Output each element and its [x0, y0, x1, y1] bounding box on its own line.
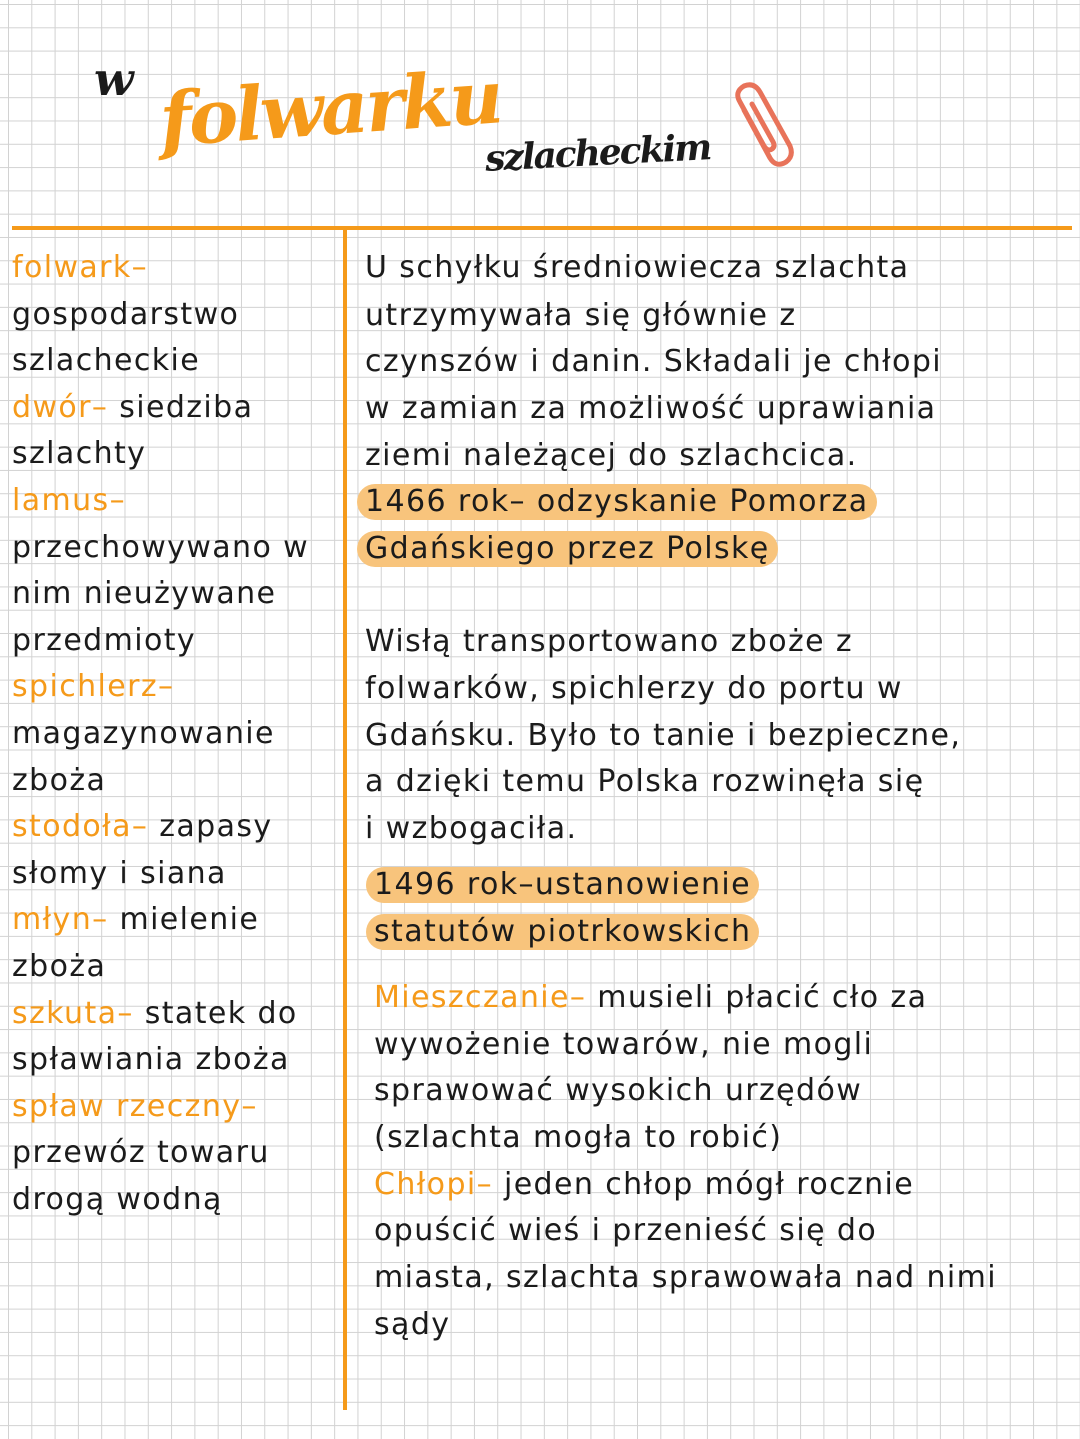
note-text: magazynowanie [12, 716, 275, 751]
header-divider [12, 226, 1072, 230]
note-line [374, 975, 927, 1021]
note-line [365, 293, 796, 339]
note-text: zapasy [159, 809, 273, 845]
note-text: ziemi należącej do szlachcica. [365, 438, 858, 473]
glossary-line [12, 1037, 290, 1083]
note-text: folwarków, spichlerzy do portu w [365, 671, 903, 706]
note-text: przechowywano w [12, 529, 310, 565]
note-text: drogą wodną [12, 1182, 223, 1217]
highlighted-date: Gdańskiego przez Polskę [357, 531, 778, 567]
glossary-line [12, 478, 126, 524]
note-text: sprawować wysokich urzędów [374, 1073, 863, 1108]
note-text: miasta, szlachta sprawowała nad nimi [374, 1260, 998, 1295]
note-line [365, 713, 961, 759]
glossary-line [12, 385, 253, 431]
note-text: utrzymywała się głównie z [365, 298, 797, 333]
note-text: a dzięki temu Polska rozwinęła się [365, 764, 925, 799]
note-text: szlachty [12, 436, 147, 472]
note-line [374, 1068, 862, 1114]
note-text: Gdańsku. Było to tanie i bezpieczne, [365, 718, 962, 753]
highlighted-date: 1466 rok– odzyskanie Pomorza [357, 484, 877, 520]
note-text: przewóz towaru [12, 1135, 270, 1171]
note-text: w zamian za możliwość uprawiania [365, 391, 937, 426]
note-line [374, 1255, 997, 1301]
term-label: spław rzeczny– [12, 1088, 258, 1124]
highlighted-date: 1496 rok–ustanowienie [366, 867, 759, 903]
note-text: spławiania zboża [12, 1042, 290, 1078]
note-line [374, 862, 759, 908]
glossary-line [12, 711, 275, 757]
note-text: zboża [12, 762, 107, 798]
glossary-line [12, 1130, 270, 1176]
term-label: szkuta– [12, 995, 145, 1031]
note-line [374, 1022, 873, 1068]
column-divider [343, 230, 347, 1410]
note-line [365, 433, 858, 479]
note-text: musieli płacić cło za [597, 980, 928, 1015]
note-text: Wisłą transportowano zboże z [365, 624, 854, 659]
glossary-line [12, 1084, 258, 1130]
note-text: siedziba [119, 389, 254, 425]
glossary-line [12, 525, 309, 571]
glossary-line [12, 431, 146, 477]
glossary-line [12, 944, 106, 990]
note-text: U schyłku średniowiecza szlachta [365, 250, 910, 285]
glossary-line [12, 292, 239, 338]
note-text: opuścić wieś i przenieść się do [374, 1213, 878, 1248]
glossary-line [12, 804, 273, 850]
glossary-line [12, 618, 196, 664]
page-title: folwarku [157, 54, 504, 164]
note-line [365, 619, 853, 665]
note-line [365, 245, 909, 291]
note-line [365, 666, 903, 712]
glossary-line [12, 571, 276, 617]
note-text: statek do [144, 995, 298, 1031]
note-text: zboża [12, 949, 107, 984]
term-label: Chłopi– [374, 1167, 504, 1202]
note-text: i wzbogaciła. [365, 811, 578, 846]
glossary-line [12, 245, 148, 291]
glossary-line [12, 758, 106, 804]
note-text: szlacheckie [12, 343, 201, 379]
title-prefix: w [94, 52, 134, 106]
note-text: jeden chłop mógł rocznie [503, 1167, 915, 1202]
note-line [365, 526, 778, 572]
note-line [374, 1208, 877, 1254]
term-label: stodoła– [12, 809, 160, 845]
note-line [374, 909, 759, 955]
note-line [374, 1162, 914, 1208]
highlighted-date: statutów piotrkowskich [366, 914, 759, 950]
note-line [365, 806, 577, 852]
term-label: spichlerz– [12, 669, 175, 705]
note-text: wywożenie towarów, nie mogli [374, 1027, 874, 1062]
glossary-line [12, 897, 259, 943]
glossary-line [12, 1177, 223, 1223]
term-label: folwark– [12, 250, 149, 285]
note-line [365, 339, 942, 385]
note-text: sądy [374, 1307, 451, 1342]
note-text: (szlachta mogła to robić) [374, 1120, 783, 1155]
note-line [365, 386, 936, 432]
glossary-line [12, 851, 227, 897]
glossary-line [12, 338, 200, 384]
note-text: mielenie [119, 902, 260, 938]
paperclip-icon [722, 82, 800, 176]
note-line [365, 759, 924, 805]
term-label: dwór– [12, 389, 120, 425]
note-text: słomy i siana [12, 855, 227, 891]
term-label: lamus– [12, 483, 126, 518]
note-text: przedmioty [12, 622, 197, 658]
note-line [365, 479, 877, 525]
glossary-line [12, 991, 298, 1037]
note-line [374, 1115, 782, 1161]
note-text: gospodarstwo [12, 296, 240, 332]
term-label: młyn– [12, 902, 120, 938]
note-text: czynszów i danin. Składali je chłopi [365, 344, 942, 379]
glossary-line [12, 664, 174, 710]
term-label: Mieszczanie– [374, 980, 598, 1015]
note-line [374, 1302, 450, 1348]
title-suffix: szlacheckim [484, 126, 712, 180]
note-text: nim nieużywane [12, 576, 277, 612]
